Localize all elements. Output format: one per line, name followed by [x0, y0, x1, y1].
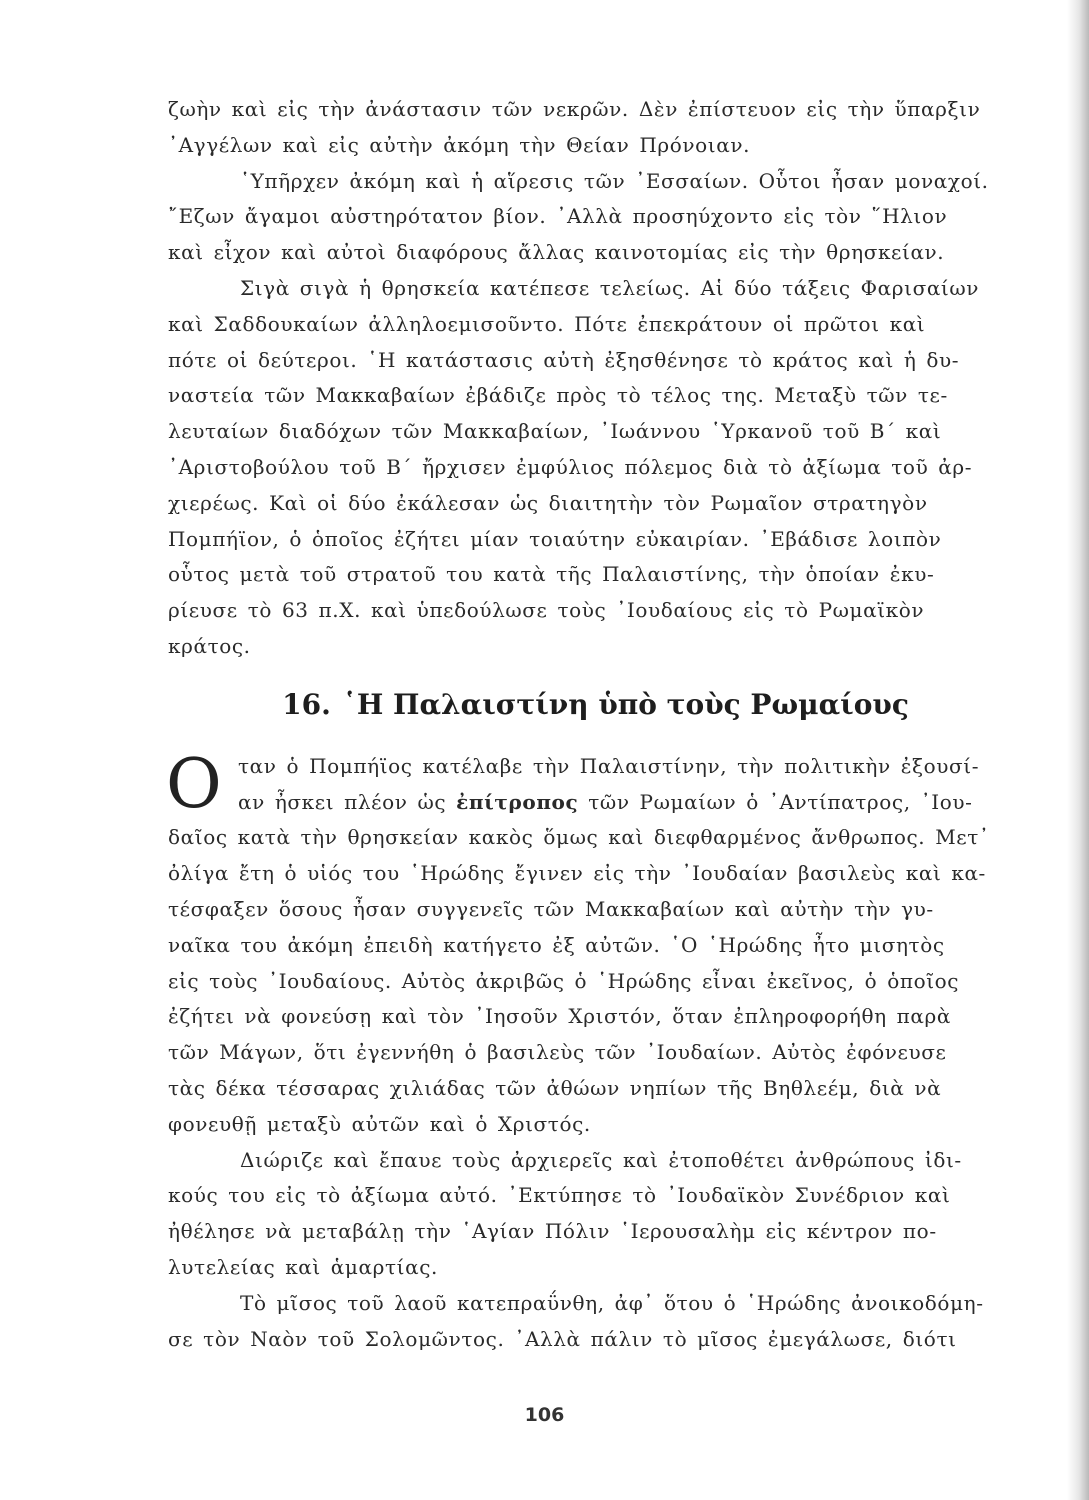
text-line: σε τὸν Ναὸν τοῦ Σολομῶντος. ᾿Αλλὰ πάλιν τὸ μῖσος ἐμεγάλωσε, διότι — [168, 1326, 957, 1351]
paragraph-2 — [168, 164, 1023, 271]
text-line: Πομπήϊον, ὁ ὁποῖος ἐζήτει μίαν τοιαύτην εὐκαιρίαν. ᾿Εβάδισε λοιπὸν — [168, 526, 942, 551]
paragraph-5 — [168, 1143, 1023, 1286]
paragraph-4 — [166, 744, 1023, 1143]
text-line: τὰς δέκα τέσσαρας χιλιάδας τῶν ἀθώων νηπίων τῆς Βηθλεέμ, διὰ νὰ — [168, 1075, 942, 1100]
drop-cap: Ο — [166, 744, 222, 824]
text-line: ᾿Αριστοβούλου τοῦ Β΄ ἤρχισεν ἐμφύλιος πόλεμος διὰ τὸ ἀξίωμα τοῦ ἀρ- — [168, 454, 973, 479]
text-line: κράτος. — [168, 633, 251, 658]
text-line: καὶ εἶχον καὶ αὐτοὶ διαφόρους ἄλλας καινοτομίας εἰς τὴν θρησκείαν. — [168, 240, 945, 265]
text-line: Σιγὰ σιγὰ ἡ θρησκεία κατέπεσε τελείως. Αἱ δύο τάξεις Φαρισαίων — [240, 275, 980, 300]
dropcap-block — [166, 744, 1023, 824]
text-line: τῶν Μάγων, ὅτι ἐγεννήθη ὁ βασιλεὺς τῶν ᾿Ιουδαίων. Αὐτὸς ἐφόνευσε — [168, 1040, 947, 1065]
text-line: εἰς τοὺς ᾿Ιουδαίους. Αὐτὸς ἀκριβῶς ὁ ῾Ηρώδης εἶναι ἐκεῖνος, ὁ ὁποῖος — [168, 968, 960, 993]
section-heading — [168, 687, 1023, 723]
paragraph-3 — [168, 271, 1023, 665]
text-line: ταν ὁ Πομπήϊος κατέλαβε τὴν Παλαιστίνην, τὴν πολιτικὴν ἐξουσί- — [238, 753, 980, 778]
page-number: 106 — [524, 1404, 565, 1426]
text-line: ρίευσε τὸ 63 π.Χ. καὶ ὑπεδούλωσε τοὺς ᾿Ιουδαίους εἰς τὸ Ρωμαϊκὸν — [168, 598, 925, 623]
paragraph-1 — [168, 92, 1023, 164]
paragraph-6 — [168, 1286, 1023, 1358]
text-line: δαῖος κατὰ τὴν θρησκείαν κακὸς ὅμως καὶ διεφθαρμένος ἄνθρωπος. Μετ᾿ — [168, 825, 990, 850]
text-line: χιερέως. Καὶ οἱ δύο ἐκάλεσαν ὡς διαιτητὴν τὸν Ρωμαῖον στρατηγὸν — [168, 490, 928, 515]
text-line: Τὸ μῖσος τοῦ λαοῦ κατεπραΰνθη, ἀφ᾿ ὅτου ὁ ῾Ηρώδης ἀνοικοδόμη- — [240, 1290, 984, 1315]
text-line: Διώριζε καὶ ἔπαυε τοὺς ἀρχιερεῖς καὶ ἐτοποθέτει ἀνθρώπους ἰδι- — [240, 1147, 962, 1172]
text-line: φονευθῇ μεταξὺ αὐτῶν καὶ ὁ Χριστός. — [168, 1111, 591, 1136]
text-line: οὗτος μετὰ τοῦ στρατοῦ του κατὰ τῆς Παλαιστίνης, τὴν ὁποίαν ἐκυ- — [168, 562, 935, 587]
text-line: ἠθέλησε νὰ μεταβάλῃ τὴν ῾Αγίαν Πόλιν ῾Ιερουσαλὴμ εἰς κέντρον πο- — [168, 1219, 937, 1244]
text-line: ῾Υπῆρχεν ἀκόμη καὶ ἡ αἵρεσις τῶν ᾿Εσσαίων. Οὗτοι ἦσαν μοναχοί. — [240, 168, 989, 193]
section-title: ῾Η Παλαιστίνη ὑπὸ τοὺς Ρωμαίους — [342, 687, 909, 721]
bold-term: ἐπίτροπος — [456, 789, 579, 814]
text-line: καὶ Σαδδουκαίων ἀλληλοεμισοῦντο. Πότε ἐπεκράτουν οἱ πρῶτοι καὶ — [168, 311, 926, 336]
text-segment: αν ἦσκει πλέον ὡς — [238, 789, 447, 814]
text-line: λυτελείας καὶ ἁμαρτίας. — [168, 1254, 438, 1279]
book-page — [168, 92, 1023, 1357]
text-line: ναῖκα του ἀκόμη ἐπειδὴ κατήγετο ἐξ αὐτῶν. ῾Ο ῾Ηρώδης ἦτο μισητὸς — [168, 932, 945, 957]
text-line: κούς του εἰς τὸ ἀξίωμα αὐτό. ᾿Εκτύπησε τὸ ᾿Ιουδαϊκὸν Συνέδριον καὶ — [168, 1183, 951, 1208]
section-number: 16. — [282, 687, 331, 721]
text-line: ᾿Αγγέλων καὶ εἰς αὐτὴν ἀκόμη τὴν Θείαν Πρόνοιαν. — [168, 132, 751, 157]
text-segment: τῶν Ρωμαίων ὁ ᾿Αντίπατρος, ᾿Ιου- — [588, 789, 973, 814]
text-line: ζωὴν καὶ εἰς τὴν ἀνάστασιν τῶν νεκρῶν. Δὲν ἐπίστευον εἰς τὴν ὕπαρξιν — [168, 97, 981, 121]
text-line: ῎Εζων ἄγαμοι αὐστηρότατον βίον. ᾿Αλλὰ προσηύχοντο εἰς τὸν ῞Ηλιον — [168, 204, 948, 229]
text-line — [168, 785, 1023, 821]
text-line: τέσφαξεν ὅσους ἦσαν συγγενεῖς τῶν Μακκαβαίων καὶ αὐτὴν τὴν γυ- — [168, 896, 934, 921]
text-line: ὀλίγα ἔτη ὁ υἱός του ῾Ηρώδης ἔγινεν εἰς τὴν ᾿Ιουδαίαν βασιλεὺς καὶ κα- — [168, 861, 986, 886]
text-line: πότε οἱ δεύτεροι. ῾Η κατάστασις αὐτὴ ἐξησθένησε τὸ κράτος καὶ ἡ δυ- — [168, 347, 960, 372]
text-line: ναστεία τῶν Μακκαβαίων ἐβάδιζε πρὸς τὸ τέλος της. Μεταξὺ τῶν τε- — [168, 383, 948, 408]
scan-edge-shadow — [1067, 0, 1089, 1500]
text-line: λευταίων διαδόχων τῶν Μακκαβαίων, ᾿Ιωάννου ῾Υρκανοῦ τοῦ Β΄ καὶ — [168, 419, 942, 444]
text-line: ἐζήτει νὰ φονεύσῃ καὶ τὸν ᾿Ιησοῦν Χριστόν, ὅταν ἐπληροφορήθη παρὰ — [168, 1004, 952, 1029]
